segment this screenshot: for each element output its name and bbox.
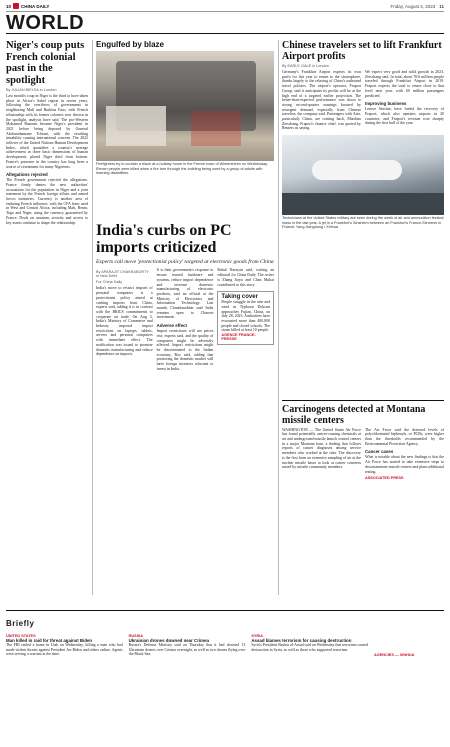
briefly-section	[6, 610, 444, 657]
niger-body-1: Last month's coup in Niger is the third to have taken place in Africa's Sahel region in recent years, following the overthrow of governments in neighboring Mali and Burkina Faso, with French relationship with its former colonies now thrown in the spotlight, analysts have said. The pro-Western Mohamed Bazoum became Niger's president in 2021 before being deposed by General Abdourahamane Tchiani, with the resulting instability causing international concern. The 2022 rollover of the United Nations Human Development Index, which quantifies a country's average achievement in three basic dimensions of human development, placed Niger third from bottom. France's presence in the country has long been a source of resentment for many Nigeriens.	[6, 94, 88, 169]
niger-body-2: The French government rejected the allegations. France firmly denies the new authorities' accusations for the population in Niger and a joint statement by the French foreign affairs and armed forces ministries. Currency is another area of enduring French influence, with the CFA franc used in West and Central Africa, including Mali, Benin, Togo and Niger, using the currency guaranteed by France. Deals on uranium, security and access to key assets continue to shape the relationship.	[6, 178, 88, 225]
india-headline[interactable]: India's curbs on PC imports criticized	[96, 222, 232, 256]
niger-subhead: Allegations rejected	[6, 172, 48, 178]
brand-name: CHINA DAILY	[21, 3, 50, 9]
tarmac-shape	[282, 193, 444, 215]
brief-item	[6, 634, 123, 657]
airplane-shape	[312, 160, 402, 180]
section-title: WORLD	[6, 12, 85, 34]
brief-body: Russia's Defense Ministry said on Thursday that it had downed 13 Ukrainian drones over Crimea overnight, as well as two drones flying over the Black Sea.	[128, 643, 246, 657]
taking-cover-title: Taking cover	[221, 294, 258, 301]
niger-byline: By JULIAN BIELSA in London	[6, 88, 57, 92]
frankfurt-headline[interactable]: Chinese travelers set to lift Frankfurt Airport profits	[282, 40, 442, 62]
brand-logo	[6, 3, 49, 9]
niger-article	[6, 40, 88, 225]
column-divider	[92, 40, 93, 595]
blaze-caption: Firefighters try to contain a blaze at a holiday home in the French town of Wintersheim on Wednesday. Eleven people were killed when a fire tore through the building being used by a group of adults with learning disabilities.	[96, 162, 268, 176]
carcinogens-headline[interactable]: Carcinogens detected at Montana missile centers	[282, 403, 426, 426]
india-body-1: India's move to restrict imports of personal computers is a protectionist policy aimed at curbing imports from China, experts said, adding it is in contrast with the BRICS commitments to cooperate on trade. On Aug 3, India's Ministry of Commerce and Industry imposed import restrictions on laptops, tablets, servers and personal computers with immediate effect. The notification was issued to promote domestic manufacturing and reduce dependence on imports.	[96, 286, 153, 357]
issue-date: Friday, August 4, 2023	[390, 3, 436, 9]
briefly-header	[6, 610, 444, 631]
carcinogens-top-rule	[282, 400, 444, 401]
carcinogens-body-2: The Air Force said the detected levels of polychlorinated biphenyls, or PCBs, were higher than the thresholds recommended by the Environmental Protection Agency.	[365, 427, 444, 446]
fire-truck-shape	[191, 111, 241, 146]
carcinogens-credit: ASSOCIATED PRESS	[365, 476, 404, 481]
india-subhead: Adverse effect	[156, 323, 187, 329]
masthead	[6, 3, 444, 12]
frankfurt-body-1: Germany's Frankfurt Airport expects its own profit for this year to return to the stratosphere, thanks largely to the relaxing of China's outbound travel policies. The airport's operator, Fraport Group, said it anticipates its profits will be at the high end of a targeted earlier projection. The better-than-expected performance was down to strong second-quarter earnings boosted by resurgent demand, especially from Chinese travelers, the company said. Passengers with Asia, particularly China, are coming back, Matthias Zieschang, Fraport's finance chief, was quoted by Reuters as saying.	[282, 70, 361, 131]
blaze-photo	[96, 51, 274, 161]
carcinogens-body-1: WASHINGTON — The United States Air Force has found potentially cancer-causing chemicals at air and underground missile launch control centers in a major Montana base, a finding that follows reports of cancer diagnoses among service members who worked at the sites. The discovery is the first from an extensive sampling of air at the nuclear missile bases to look at cancer concerns raised by missile community members.	[282, 427, 361, 470]
india-body-3: Import restrictions will see prices rise, experts said, and the quality of computers might be adversely affected. Import restrictions might be discriminated to the Indian economy, Roy said, adding that protecting the domestic market will have foreign investors reluctant to invest in India.	[156, 329, 214, 371]
brief-region: UNITED STATES	[6, 634, 36, 638]
blaze-feature	[96, 40, 274, 176]
india-byline-2: For China Daily	[96, 280, 123, 285]
airport-photo	[282, 135, 444, 215]
frankfurt-body-2: We expect very good and solid growth in 2023, Zieschang said. In total, about 76.6 million people traveled through Frankfurt Airport in 2019. Fraport expects the total to return close to that level next year, with 60 million passengers predicted.	[365, 70, 444, 98]
frankfurt-article	[282, 40, 444, 230]
briefly-items	[6, 634, 444, 657]
india-byline: By APARAJIT CHAKRABORTY in New Delhi	[96, 270, 149, 279]
niger-headline[interactable]: Niger's coup puts French colonial past in the spotlight	[6, 40, 85, 86]
building-shape	[106, 106, 166, 146]
briefly-credit: AGENCIES — XINHUA	[374, 653, 415, 658]
india-body-2: It is their government's response to ensure trusted hardware and systems, reduce import dependence and increase domestic manufacturing of electronic products, said an official at the Ministry of Electronics and Information Technology. Last month, Chandrasekhar said India remains open to Chinese investment.	[156, 268, 214, 320]
section-header	[6, 12, 444, 34]
carcinogens-article	[282, 400, 444, 480]
brief-item	[129, 634, 246, 657]
carcinogens-subhead: Cancer cases	[365, 449, 394, 455]
blaze-headline[interactable]: Engulfed by blaze	[96, 40, 165, 49]
page-number-right: 11	[439, 3, 444, 9]
brief-headline[interactable]: Man killed in raid for threat against Biden	[6, 638, 93, 643]
brief-region: RUSSIA	[128, 634, 144, 638]
brief-region: SYRIA	[251, 634, 263, 638]
brief-body: The FBI raided a home in Utah on Wednesday, killing a man who had made violent threats against President Joe Biden and others online. Agents were serving a warrant at the time.	[6, 643, 123, 657]
taking-cover-credit: AGENCE FRANCE-PRESSE	[221, 333, 256, 342]
brief-headline[interactable]: Assad blames terrorism for causing destruction	[251, 638, 352, 643]
frankfurt-body-3: Lenore Sinclair, have fueled the recovery of Fraport, which also operates airports in 20 countries, and Fraport's revenue rose sharply during the first half of the year.	[365, 107, 444, 126]
column-divider-2	[278, 40, 279, 595]
page-number: 10	[6, 3, 12, 9]
india-body-4: Rahul Narayan said, writing an editorial for China Daily. The writer is Zhang Jiayu and Chan Mukai contributed to this story.	[217, 268, 275, 287]
india-subheadline: Experts call move 'protectionist policy' targeted at electronic goods from China	[96, 259, 274, 265]
india-article	[96, 222, 274, 371]
brief-headline[interactable]: Ukrainian drones downed near Crimea	[128, 638, 209, 643]
taking-cover-sidebar	[217, 291, 274, 345]
brief-credit-wrap	[374, 634, 444, 657]
carcinogens-body-3: What is notable about the new findings is that the Air Force has started to take extensive steps to decontaminate missile centers and plans additional testing.	[365, 455, 444, 474]
briefly-title: Briefly	[6, 619, 35, 628]
brief-body: Syria's President Bashar al-Assad said on Wednesday that terrorism caused destruction in Syria, as well as those who supported terrorism.	[251, 643, 369, 652]
brief-item	[251, 634, 368, 657]
taking-cover-body: People struggle in the rain and wind as Typhoon Doksuri approaches Fujian, China, on July 28, 2023. Authorities have evacuated more than 400,000 people and closed schools. The storm killed at least 10 people.	[221, 300, 271, 333]
frankfurt-subhead: Improving business	[365, 101, 407, 107]
china-daily-logo-icon	[13, 3, 19, 9]
airport-caption: Technicians at the United States military are seen during the week of air and ammunition festival mass in the last year. A jet in a Frankfurt's Sinshiem between an Frankfurt's France-Siemens in Poland. Yang Jiangdong / Xinhua	[282, 216, 444, 230]
frankfurt-byline: By EARLE GALE in London	[282, 64, 329, 68]
